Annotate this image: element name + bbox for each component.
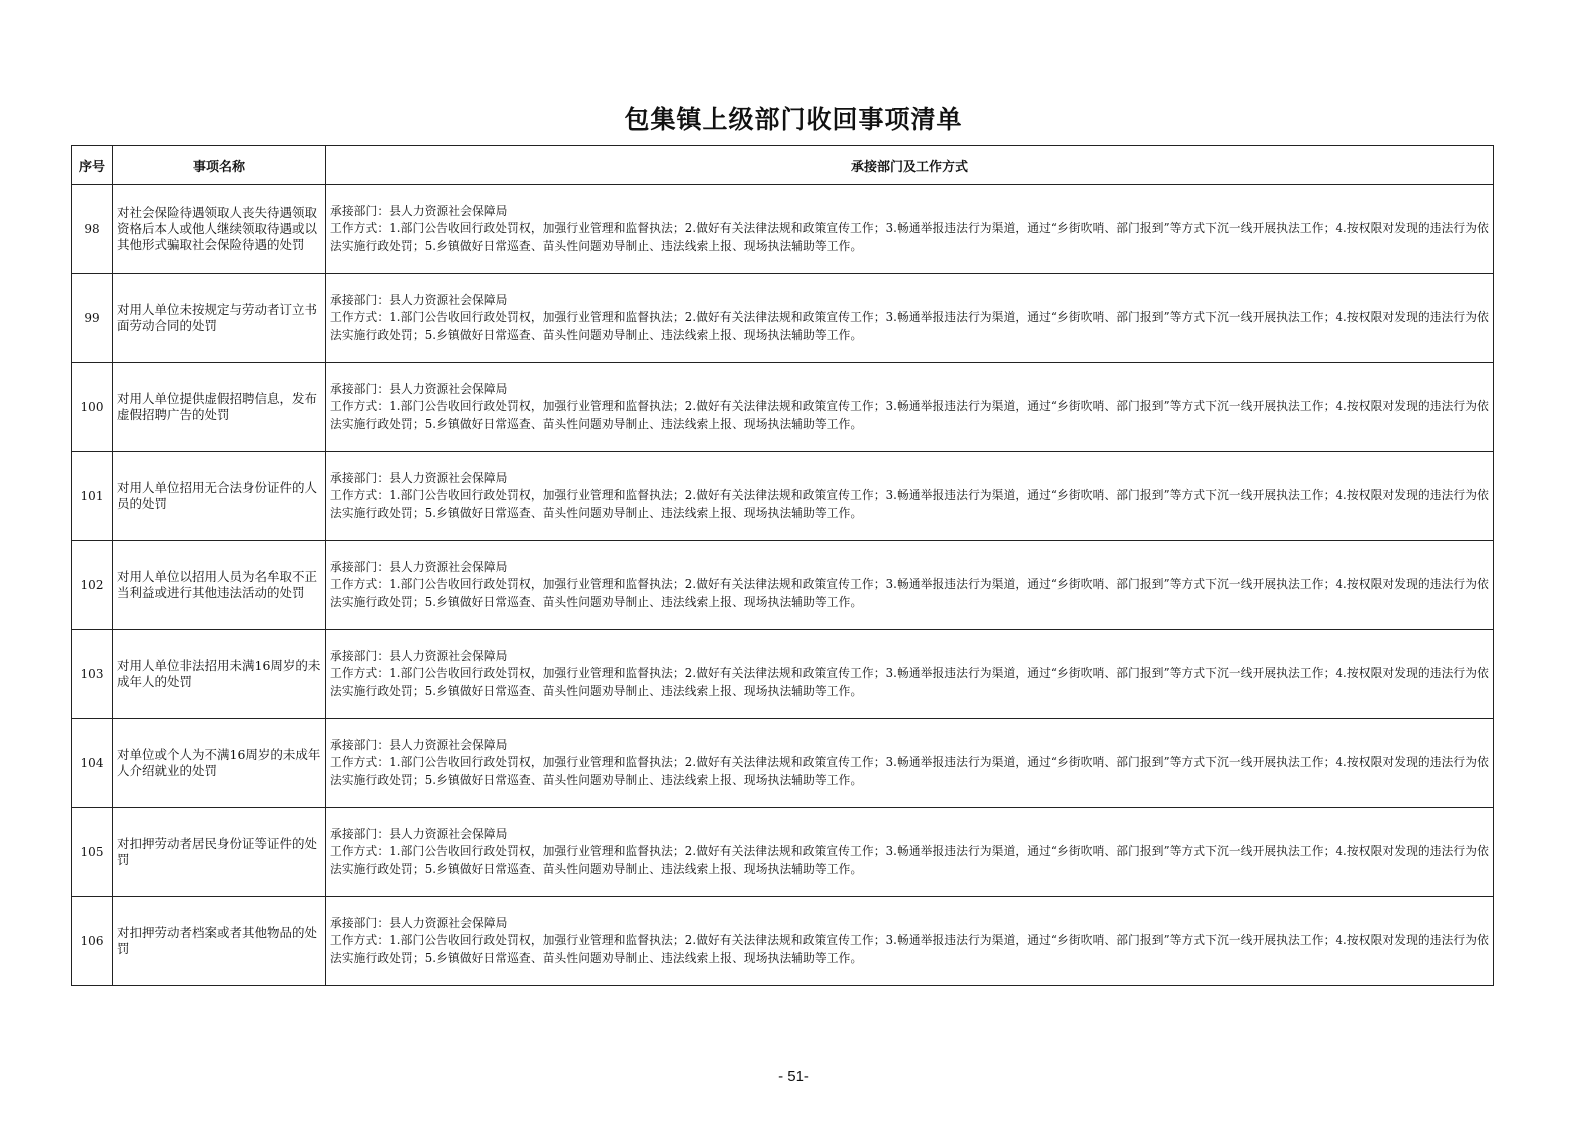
row-serial-number: 103 [72, 630, 113, 719]
row-serial-number: 105 [72, 808, 113, 897]
row-department-and-method [326, 897, 1494, 986]
row-department-and-method [326, 719, 1494, 808]
table-row [72, 363, 1494, 452]
page-title: 包集镇上级部门收回事项清单 [624, 105, 963, 134]
row-item-name: 对用人单位非法招用未满16周岁的未成年人的处罚 [113, 630, 326, 719]
row-work-method: 工作方式：1.部门公告收回行政处罚权，加强行业管理和监督执法；2.做好有关法律法规和政策宣传工作；3.畅通举报违法行为渠道，通过“乡街吹哨、部门报到”等方式下沉一线开展执法工作；4.按权限对发现的违法行为依法实施行政处罚；5.乡镇做好日常巡查、苗头性问题劝导制止、违法线索上报、现场执法辅助等工作。 [330, 399, 1489, 431]
row-work-method: 工作方式：1.部门公告收回行政处罚权，加强行业管理和监督执法；2.做好有关法律法规和政策宣传工作；3.畅通举报违法行为渠道，通过“乡街吹哨、部门报到”等方式下沉一线开展执法工作；4.按权限对发现的违法行为依法实施行政处罚；5.乡镇做好日常巡查、苗头性问题劝导制止、违法线索上报、现场执法辅助等工作。 [330, 666, 1489, 698]
row-department: 承接部门：县人力资源社会保障局 [330, 559, 508, 574]
row-serial-number: 102 [72, 541, 113, 630]
row-item-name: 对用人单位提供虚假招聘信息，发布虚假招聘广告的处罚 [113, 363, 326, 452]
row-department: 承接部门：县人力资源社会保障局 [330, 648, 508, 663]
table-row [72, 452, 1494, 541]
row-serial-number: 106 [72, 897, 113, 986]
row-item-name: 对社会保险待遇领取人丧失待遇领取资格后本人或他人继续领取待遇或以其他形式骗取社会保险待遇的处罚 [113, 185, 326, 274]
row-item-name: 对扣押劳动者居民身份证等证件的处罚 [113, 808, 326, 897]
header-item-name: 事项名称 [113, 146, 326, 185]
row-item-name: 对用人单位以招用人员为名牟取不正当利益或进行其他违法活动的处罚 [113, 541, 326, 630]
row-serial-number: 101 [72, 452, 113, 541]
row-item-name: 对单位或个人为不满16周岁的未成年人介绍就业的处罚 [113, 719, 326, 808]
page-number: - 51- [778, 1068, 809, 1085]
row-department-and-method [326, 452, 1494, 541]
row-work-method: 工作方式：1.部门公告收回行政处罚权，加强行业管理和监督执法；2.做好有关法律法规和政策宣传工作；3.畅通举报违法行为渠道，通过“乡街吹哨、部门报到”等方式下沉一线开展执法工作；4.按权限对发现的违法行为依法实施行政处罚；5.乡镇做好日常巡查、苗头性问题劝导制止、违法线索上报、现场执法辅助等工作。 [330, 577, 1489, 609]
table-row [72, 541, 1494, 630]
table-row [72, 274, 1494, 363]
row-department: 承接部门：县人力资源社会保障局 [330, 292, 508, 307]
items-table [71, 145, 1494, 986]
header-department-and-method: 承接部门及工作方式 [326, 146, 1494, 185]
row-work-method: 工作方式：1.部门公告收回行政处罚权，加强行业管理和监督执法；2.做好有关法律法规和政策宣传工作；3.畅通举报违法行为渠道，通过“乡街吹哨、部门报到”等方式下沉一线开展执法工作；4.按权限对发现的违法行为依法实施行政处罚；5.乡镇做好日常巡查、苗头性问题劝导制止、违法线索上报、现场执法辅助等工作。 [330, 310, 1489, 342]
row-serial-number: 99 [72, 274, 113, 363]
row-work-method: 工作方式：1.部门公告收回行政处罚权，加强行业管理和监督执法；2.做好有关法律法规和政策宣传工作；3.畅通举报违法行为渠道，通过“乡街吹哨、部门报到”等方式下沉一线开展执法工作；4.按权限对发现的违法行为依法实施行政处罚；5.乡镇做好日常巡查、苗头性问题劝导制止、违法线索上报、现场执法辅助等工作。 [330, 933, 1489, 965]
table-row [72, 185, 1494, 274]
row-department-and-method [326, 274, 1494, 363]
row-item-name: 对用人单位未按规定与劳动者订立书面劳动合同的处罚 [113, 274, 326, 363]
row-department-and-method [326, 808, 1494, 897]
header-serial-number: 序号 [72, 146, 113, 185]
row-department: 承接部门：县人力资源社会保障局 [330, 470, 508, 485]
row-serial-number: 100 [72, 363, 113, 452]
row-work-method: 工作方式：1.部门公告收回行政处罚权，加强行业管理和监督执法；2.做好有关法律法规和政策宣传工作；3.畅通举报违法行为渠道，通过“乡街吹哨、部门报到”等方式下沉一线开展执法工作；4.按权限对发现的违法行为依法实施行政处罚；5.乡镇做好日常巡查、苗头性问题劝导制止、违法线索上报、现场执法辅助等工作。 [330, 755, 1489, 787]
row-department: 承接部门：县人力资源社会保障局 [330, 915, 508, 930]
row-department-and-method [326, 185, 1494, 274]
row-department: 承接部门：县人力资源社会保障局 [330, 203, 508, 218]
table-row [72, 719, 1494, 808]
row-work-method: 工作方式：1.部门公告收回行政处罚权，加强行业管理和监督执法；2.做好有关法律法规和政策宣传工作；3.畅通举报违法行为渠道，通过“乡街吹哨、部门报到”等方式下沉一线开展执法工作；4.按权限对发现的违法行为依法实施行政处罚；5.乡镇做好日常巡查、苗头性问题劝导制止、违法线索上报、现场执法辅助等工作。 [330, 221, 1489, 253]
row-department-and-method [326, 363, 1494, 452]
table-header-row [72, 146, 1494, 185]
row-serial-number: 104 [72, 719, 113, 808]
row-department-and-method [326, 541, 1494, 630]
table-row [72, 897, 1494, 986]
table-row [72, 630, 1494, 719]
row-serial-number: 98 [72, 185, 113, 274]
row-department: 承接部门：县人力资源社会保障局 [330, 737, 508, 752]
row-item-name: 对扣押劳动者档案或者其他物品的处罚 [113, 897, 326, 986]
table-row [72, 808, 1494, 897]
row-work-method: 工作方式：1.部门公告收回行政处罚权，加强行业管理和监督执法；2.做好有关法律法规和政策宣传工作；3.畅通举报违法行为渠道，通过“乡街吹哨、部门报到”等方式下沉一线开展执法工作；4.按权限对发现的违法行为依法实施行政处罚；5.乡镇做好日常巡查、苗头性问题劝导制止、违法线索上报、现场执法辅助等工作。 [330, 844, 1489, 876]
row-item-name: 对用人单位招用无合法身份证件的人员的处罚 [113, 452, 326, 541]
row-department: 承接部门：县人力资源社会保障局 [330, 381, 508, 396]
row-department-and-method [326, 630, 1494, 719]
row-work-method: 工作方式：1.部门公告收回行政处罚权，加强行业管理和监督执法；2.做好有关法律法规和政策宣传工作；3.畅通举报违法行为渠道，通过“乡街吹哨、部门报到”等方式下沉一线开展执法工作；4.按权限对发现的违法行为依法实施行政处罚；5.乡镇做好日常巡查、苗头性问题劝导制止、违法线索上报、现场执法辅助等工作。 [330, 488, 1489, 520]
row-department: 承接部门：县人力资源社会保障局 [330, 826, 508, 841]
